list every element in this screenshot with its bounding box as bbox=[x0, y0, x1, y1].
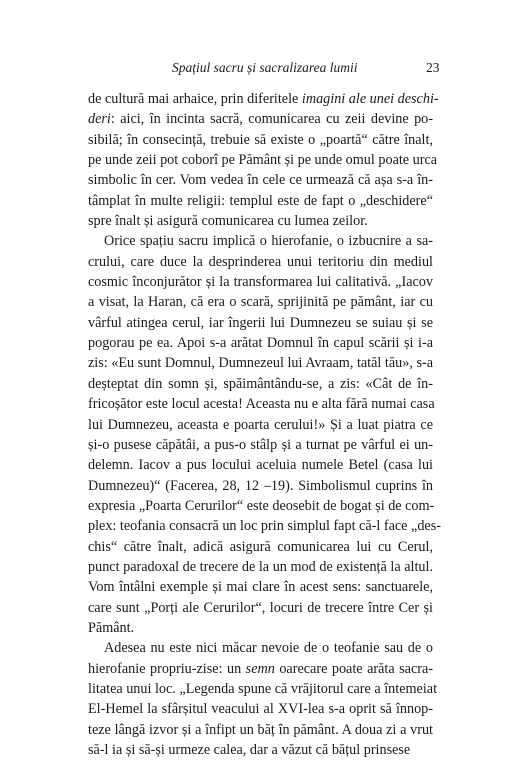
text-line bbox=[0, 577, 522, 597]
text-line bbox=[0, 537, 522, 557]
text-line bbox=[0, 476, 522, 496]
text-line-content: sibilă; în consecință, trebuie să existe o „poartă“ către înalt, bbox=[88, 131, 433, 148]
text-line-content: de cultură mai arhaice, prin diferitele imagini ale unei deschi- bbox=[88, 91, 439, 107]
text-line-content: să-l ia și să-și urmeze calea, dar a văzut că bățul prinsese bbox=[88, 742, 411, 758]
text-line bbox=[0, 415, 522, 435]
text-line bbox=[0, 89, 522, 109]
text-line-content: chis“ către înalt, adică asigură comunicarea lui cu Cerul, bbox=[88, 538, 433, 555]
text-line bbox=[0, 170, 522, 190]
text-line-content: teze lângă izvor și a înfipt un băț în pământ. A doua zi a vrut bbox=[88, 721, 433, 738]
text-line bbox=[0, 150, 522, 170]
text-line bbox=[0, 130, 522, 150]
body-text bbox=[0, 89, 522, 760]
text-line bbox=[0, 638, 522, 658]
text-line bbox=[0, 659, 522, 679]
text-line-content: tâmplat în multe religii: templul este de fapt o „deschidere“ bbox=[88, 192, 433, 209]
text-line-content: hierofanie propriu-zise: un semn oarecare poate arăta sacra- bbox=[88, 660, 433, 677]
text-line bbox=[0, 109, 522, 129]
text-line-content: Vom întâlni exemple și mai clare în acest sens: sanctuarele, bbox=[88, 579, 433, 596]
text-line bbox=[0, 516, 522, 536]
text-line bbox=[0, 435, 522, 455]
paragraph bbox=[0, 231, 522, 638]
text-line-content: Dumnezeu)“ (Facerea, 28, 12 –19). Simbolismul cuprins în bbox=[88, 477, 433, 494]
text-line-content: expresia „Poarta Cerurilor“ este deosebit de bogat și de com- bbox=[88, 497, 435, 514]
text-line bbox=[0, 272, 522, 292]
text-line-content: vârful atingea cerul, iar îngerii lui Dumnezeu se suiau și se bbox=[88, 314, 433, 331]
text-line-content: deri: aici, în incinta sacră, comunicarea cu zeii devine po- bbox=[88, 111, 433, 128]
text-line-content: lui Dumnezeu, aceasta e poarta cerului!» Și a luat piatra ce bbox=[88, 416, 433, 433]
text-line bbox=[0, 557, 522, 577]
text-line bbox=[0, 496, 522, 516]
text-line bbox=[0, 618, 522, 638]
text-line-content: spre înalt și asigură comunicarea cu lumea zeilor. bbox=[88, 213, 368, 230]
paragraph bbox=[0, 638, 522, 760]
paragraph bbox=[0, 89, 522, 231]
page-number: 23 bbox=[426, 60, 440, 75]
text-line bbox=[0, 211, 522, 231]
text-line bbox=[0, 191, 522, 211]
text-line bbox=[0, 699, 522, 719]
text-line bbox=[0, 353, 522, 373]
text-line-content: plex: teofania consacră un loc prin simplul fapt că-l face „des- bbox=[88, 518, 441, 535]
text-line-content: litatea unui loc. „Legenda spune că vrăjitorul care a întemeiat bbox=[88, 680, 438, 697]
text-line-content: punct paradoxal de trecere de la un mod de existență la altul. bbox=[88, 558, 433, 575]
text-line-content: delemn. Iacov a pus locului aceluia numele Betel (casa lui bbox=[88, 457, 433, 474]
text-line-content: Adesea nu este nici măcar nevoie de o teofanie sau de o bbox=[104, 640, 433, 657]
running-title: Spațiul sacru și sacralizarea lumii bbox=[172, 60, 358, 75]
text-line-content: zis: «Eu sunt Domnul, Dumnezeul lui Avraam, tatăl tău», s-a bbox=[88, 355, 433, 372]
text-line bbox=[0, 394, 522, 414]
text-line-content: și-o pusese căpătâi, a pus-o stâlp și a turnat pe vârful ei un- bbox=[88, 436, 433, 453]
text-line bbox=[0, 598, 522, 618]
text-line-content: Orice spațiu sacru implică o hierofanie, o izbucnire a sa- bbox=[104, 233, 433, 250]
text-line bbox=[0, 333, 522, 353]
text-line-content: Pământ. bbox=[88, 619, 135, 636]
text-line-content: pe unde zeii pot coborî pe Pământ și pe unde omul poate urca bbox=[88, 152, 438, 169]
text-line bbox=[0, 679, 522, 699]
text-line-content: cosmic înconjurător și la transformarea lui calitativă. „Iacov bbox=[88, 274, 433, 291]
text-line-content: deșteptat din somn și, spăimântându-se, a zis: «Cât de în- bbox=[88, 375, 433, 392]
text-line-content: a visat, la Haran, că era o scară, sprijinită pe pământ, iar cu bbox=[88, 294, 433, 311]
text-line bbox=[0, 292, 522, 312]
text-line bbox=[0, 740, 522, 760]
running-head bbox=[0, 60, 522, 78]
text-line bbox=[0, 313, 522, 333]
text-line-content: pogorau pe ea. Apoi s-a arătat Domnul în capul scării și i-a bbox=[88, 335, 433, 352]
text-line-content: El-Hemel la sfârșitul veacului al XVI-lea s-a oprit să înnop- bbox=[88, 701, 433, 718]
text-line-content: care sunt „Porți ale Cerurilor“, locuri de trecere între Cer și bbox=[88, 599, 433, 616]
text-line bbox=[0, 252, 522, 272]
text-line-content: crului, care duce la desprinderea unui teritoriu din mediul bbox=[88, 253, 433, 270]
text-line-content: simbolic în cer. Vom vedea în cele ce urmează că așa s-a în- bbox=[88, 172, 433, 189]
text-line bbox=[0, 455, 522, 475]
text-line-content: fricoșător este locul acesta! Aceasta nu e alta fără numai casa bbox=[88, 396, 435, 413]
text-line bbox=[0, 374, 522, 394]
text-line bbox=[0, 231, 522, 251]
text-line bbox=[0, 720, 522, 740]
